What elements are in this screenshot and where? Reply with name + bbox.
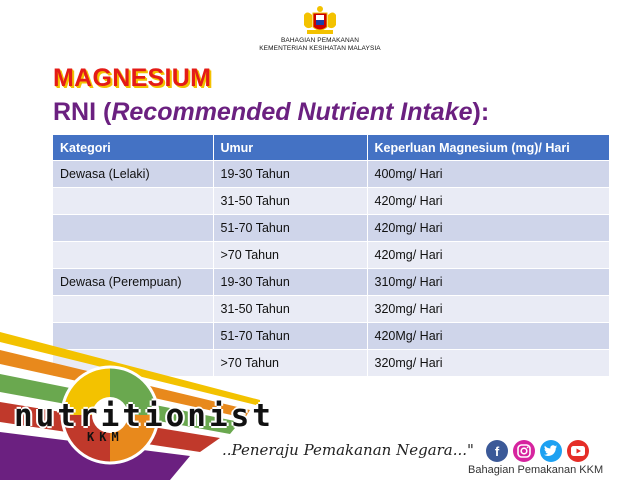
table-cell-requirement: 400mg/ Hari (367, 161, 609, 188)
table-cell-age: 51-70 Tahun (213, 215, 367, 242)
table-cell-age: 31-50 Tahun (213, 296, 367, 323)
social-icons (486, 440, 589, 462)
table-cell-requirement: 420mg/ Hari (367, 188, 609, 215)
department-label: Bahagian Pemakanan KKM (468, 464, 604, 476)
table-row (53, 242, 609, 269)
table-cell-category: Dewasa (Lelaki) (53, 161, 213, 188)
subtitle-prefix: RNI ( (53, 98, 112, 126)
table-cell-age: >70 Tahun (213, 242, 367, 269)
table-cell-category (53, 242, 213, 269)
facebook-icon[interactable]: f (486, 440, 508, 462)
table-cell-requirement: 320mg/ Hari (367, 350, 609, 377)
table-cell-category (53, 188, 213, 215)
twitter-icon[interactable] (540, 440, 562, 462)
table-row (53, 269, 609, 296)
table-header-row (53, 135, 609, 161)
table-row (53, 215, 609, 242)
instagram-icon[interactable] (513, 440, 535, 462)
subtitle-suffix: ): (472, 98, 490, 126)
table-cell-requirement: 420mg/ Hari (367, 242, 609, 269)
youtube-icon[interactable] (567, 440, 589, 462)
column-header-kategori: Kategori (53, 135, 213, 161)
table-cell-requirement: 420Mg/ Hari (367, 323, 609, 350)
page-title: MAGNESIUM (53, 64, 212, 92)
table-cell-requirement: 310mg/ Hari (367, 269, 609, 296)
table-cell-age: 19-30 Tahun (213, 269, 367, 296)
table-cell-category: Dewasa (Perempuan) (53, 269, 213, 296)
table-cell-age: 51-70 Tahun (213, 323, 367, 350)
subtitle-italic: Recommended Nutrient Intake (111, 98, 473, 126)
column-header-umur: Umur (213, 135, 367, 161)
table-cell-requirement: 320mg/ Hari (367, 296, 609, 323)
column-header-keperluan: Keperluan Magnesium (mg)/ Hari (367, 135, 609, 161)
table-cell-category (53, 296, 213, 323)
table-cell-age: 31-50 Tahun (213, 188, 367, 215)
table-row (53, 296, 609, 323)
table-cell-age: 19-30 Tahun (213, 161, 367, 188)
malaysia-crest-icon (299, 3, 341, 37)
kkm-wordmark: KKM (87, 430, 124, 444)
department-name: BAHAGIAN PEMAKANAN (280, 37, 359, 44)
table-row (53, 161, 609, 188)
table-cell-category (53, 215, 213, 242)
table-cell-requirement: 420mg/ Hari (367, 215, 609, 242)
page-subtitle (53, 98, 489, 127)
ministry-name: KEMENTERIAN KESIHATAN MALAYSIA (259, 45, 381, 52)
slogan: ..Peneraju Pemakanan Negara..." (222, 441, 474, 459)
nutritionist-wordmark: nutritionist (14, 398, 274, 434)
table-cell-age: >70 Tahun (213, 350, 367, 377)
table-row (53, 188, 609, 215)
